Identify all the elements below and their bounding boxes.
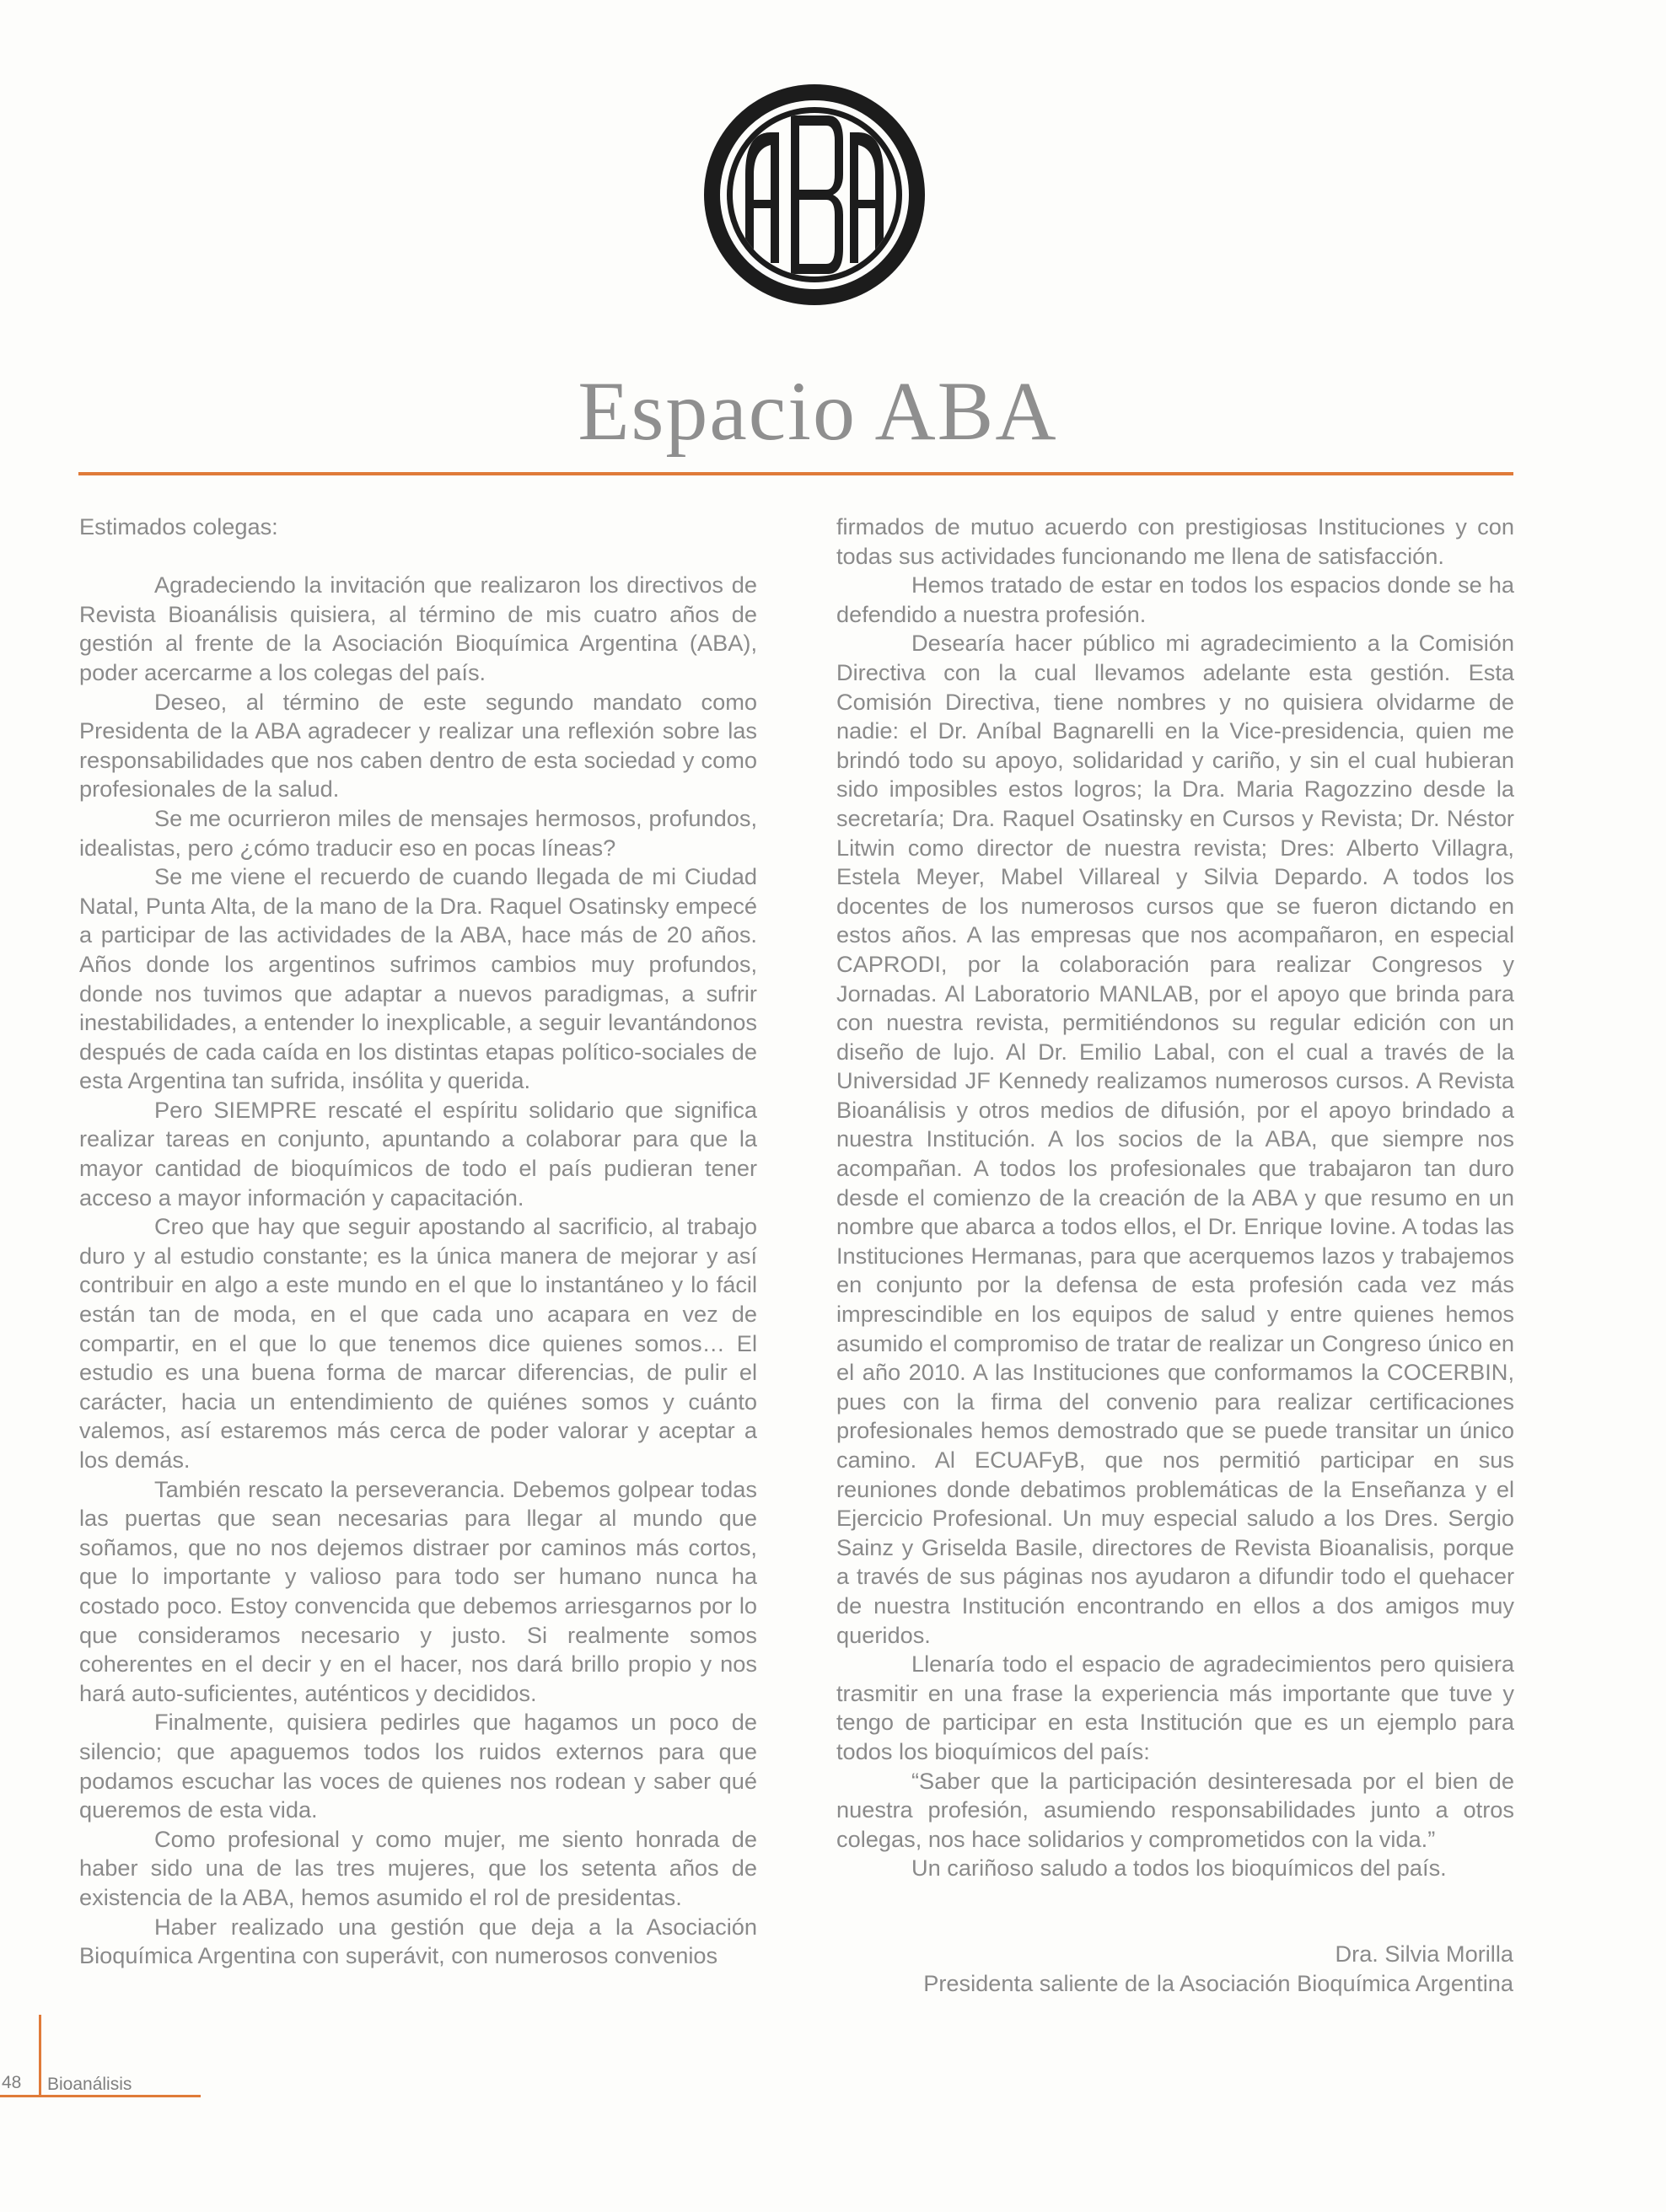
paragraph: Finalmente, quisiera pedirles que hagamos un poco de silencio; que apaguemos todos los ruidos externos para que podamos escuchar las voces de quienes nos rodean y saber qué queremos de esta vida. bbox=[79, 1709, 757, 1823]
quote: “Saber que la participación desinteresada por el bien de nuestra profesión, asumiendo responsabilidades junto a otros colegas, nos hace solidarios y comprometidos con la vida.” bbox=[836, 1767, 1514, 1852]
paragraph: firmados de mutuo acuerdo con prestigiosas Instituciones y con todas sus actividades funcionando me llena de satisfacción. bbox=[836, 513, 1514, 569]
footer-vertical-line bbox=[39, 2015, 41, 2096]
paragraph: Creo que hay que seguir apostando al sacrificio, al trabajo duro y al estudio constante; es la única manera de mejorar y así contribuir en algo a este mundo en el que lo instantáneo y lo fácil están tan de moda, en el que cada uno acapara en vez de compartir, en el que lo que tenemos dice quienes somos… El estudio es una buena forma de marcar diferencias, de pulir el carácter, hacia un entendimiento de quiénes somos y cuánto valemos, así estaremos más cerca de poder valorar y aceptar a los demás. bbox=[79, 1213, 757, 1473]
title-divider bbox=[78, 472, 1513, 475]
aba-logo bbox=[701, 82, 927, 308]
paragraph: También rescato la perseverancia. Debemos golpear todas las puertas que sean necesarias para llegar al mundo que soñamos, que no nos dejemos distraer por caminos más cortos, que lo importante y valioso para todo ser humano nunca ha costado poco. Estoy convencida que debemos arriesgarnos por lo que consideramos necesario y justo. Si realmente somos coherentes en el decir y en el hacer, nos dará brillo propio y nos hará auto-suficientes, auténticos y decididos. bbox=[79, 1475, 757, 1706]
paragraph: Hemos tratado de estar en todos los espacios donde se ha defendido a nuestra profesión. bbox=[836, 572, 1514, 627]
paragraph: Agradeciendo la invitación que realizaron los directivos de Revista Bioanálisis quisiera, al término de mis cuatro años de gestión al frente de la Asociación Bioquímica Argentina (ABA), poder acercarme a los colegas del país. bbox=[79, 572, 757, 685]
paragraph: Desearía hacer público mi agradecimiento a la Comisión Directiva con la cual llevamos adelante esta gestión. Esta Comisión Directiva, tiene nombres y no quisiera olvidarme de nadie: el Dr. Aníbal Bagnarelli en la Vice-presidencia, quien me brindó todo su apoyo, solidaridad y cariño, y sin el cual hubieran sido imposibles estos logros; la Dra. Maria Ragozzino desde la secretaría; Dra. Raquel Osatinsky en Cursos y Revista; Dr. Néstor Litwin como director de nuestra revista; Dres: Alberto Villagra, Estela Meyer, Mabel Villareal y Silvia Depardo. A todos los docentes de los numerosos cursos que se fueron dictando en estos años. A las empresas que nos acompañaron, en especial CAPRODI, por la colaboración para realizar Congresos y Jornadas. Al Laboratorio MANLAB, por el apoyo que brinda para con nuestra revista, permitiéndonos su regular edición con un diseño de lujo. Al Dr. Emilio Labal, con el cual a través de la Universidad JF Kennedy realizamos numerosos cursos. A Revista Bioanálisis y otros medios de difusión, por el apoyo brindado a nuestra Institución. A los socios de la ABA, que siempre nos acompañan. A todos los profesionales que trabajaron tan duro desde el comienzo de la creación de la ABA y que resumo en un nombre que abarca a todos ellos, el Dr. Enrique Iovine. A todas las Instituciones Hermanas, para que acerquemos lazos y trabajemos en conjunto por la defensa de esta profesión cada vez más imprescindible en los equipos de salud y entre quienes hemos asumido el compromiso de tratar de realizar un Congreso único en el año 2010. A las Instituciones que conformamos la COCERBIN, pues con la firma del convenio para realizar certificaciones profesionales hemos demostrado que se puede transitar un único camino. Al ECUAFyB, que nos permitió participar en sus reuniones donde debatimos problemáticas de la Enseñanza y el Ejercicio Profesional. Un muy especial saludo a los Dres. Sergio Sainz y Griselda Basile, directores de Revista Bioanalisis, porque a través de sus páginas nos ayudaron a difundir todo el quehacer de nuestra Institución encontrando en ellos a dos amigos muy queridos. bbox=[836, 630, 1514, 1648]
page-number: 48 bbox=[2, 2073, 22, 2092]
paragraph: Deseo, al término de este segundo mandato como Presidenta de la ABA agradecer y realizar una reflexión sobre las responsabilidades que nos caben dentro de esta sociedad y como profesionales de la salud. bbox=[79, 688, 757, 803]
paragraph: Haber realizado una gestión que deja a la Asociación Bioquímica Argentina con superávit, con numerosos convenios bbox=[79, 1913, 757, 1969]
right-column bbox=[836, 513, 1514, 1883]
left-column bbox=[79, 513, 757, 1971]
page-title: Espacio ABA bbox=[578, 364, 1058, 458]
paragraph: Llenaría todo el espacio de agradecimientos pero quisiera trasmitir en una frase la experiencia más importante que tuve y tengo de participar en esta Institución que es un ejemplo para todos los bioquímicos del país: bbox=[836, 1651, 1514, 1764]
paragraph: Como profesional y como mujer, me siento honrada de haber sido una de las tres mujeres, que los setenta años de existencia de la ABA, hemos asumido el rol de presidentas. bbox=[79, 1825, 757, 1910]
paragraph: Se me ocurrieron miles de mensajes hermosos, profundos, idealistas, pero ¿cómo traducir eso en pocas líneas? bbox=[79, 804, 757, 861]
salutation: Estimados colegas: bbox=[79, 513, 278, 540]
signature bbox=[923, 1940, 1513, 1998]
signature-role: Presidenta saliente de la Asociación Bioquímica Argentina bbox=[923, 1969, 1513, 1996]
closing: Un cariñoso saludo a todos los bioquímicos del país. bbox=[911, 1855, 1447, 1882]
signature-name: Dra. Silvia Morilla bbox=[1335, 1941, 1513, 1967]
magazine-name: Bioanálisis bbox=[47, 2075, 132, 2094]
paragraph: Se me viene el recuerdo de cuando llegada de mi Ciudad Natal, Punta Alta, de la mano de la Dra. Raquel Osatinsky empecé a participar de las actividades de la ABA, hace más de 20 años. Años donde los argentinos sufrimos cambios muy profundos, donde nos tuvimos que adaptar a nuevos paradigmas, a sufrir inestabilidades, a entender lo inexplicable, a seguir levantándonos después de cada caída en los distintas etapas político-sociales de esta Argentina tan sufrida, insólita y querida. bbox=[79, 863, 757, 1094]
paragraph: Pero SIEMPRE rescaté el espíritu solidario que significa realizar tareas en conjunto, apuntando a colaborar para que la mayor cantidad de bioquímicos de todo el país pudieran tener acceso a mayor información y capacitación. bbox=[79, 1096, 757, 1211]
footer-horizontal-line bbox=[0, 2095, 201, 2097]
